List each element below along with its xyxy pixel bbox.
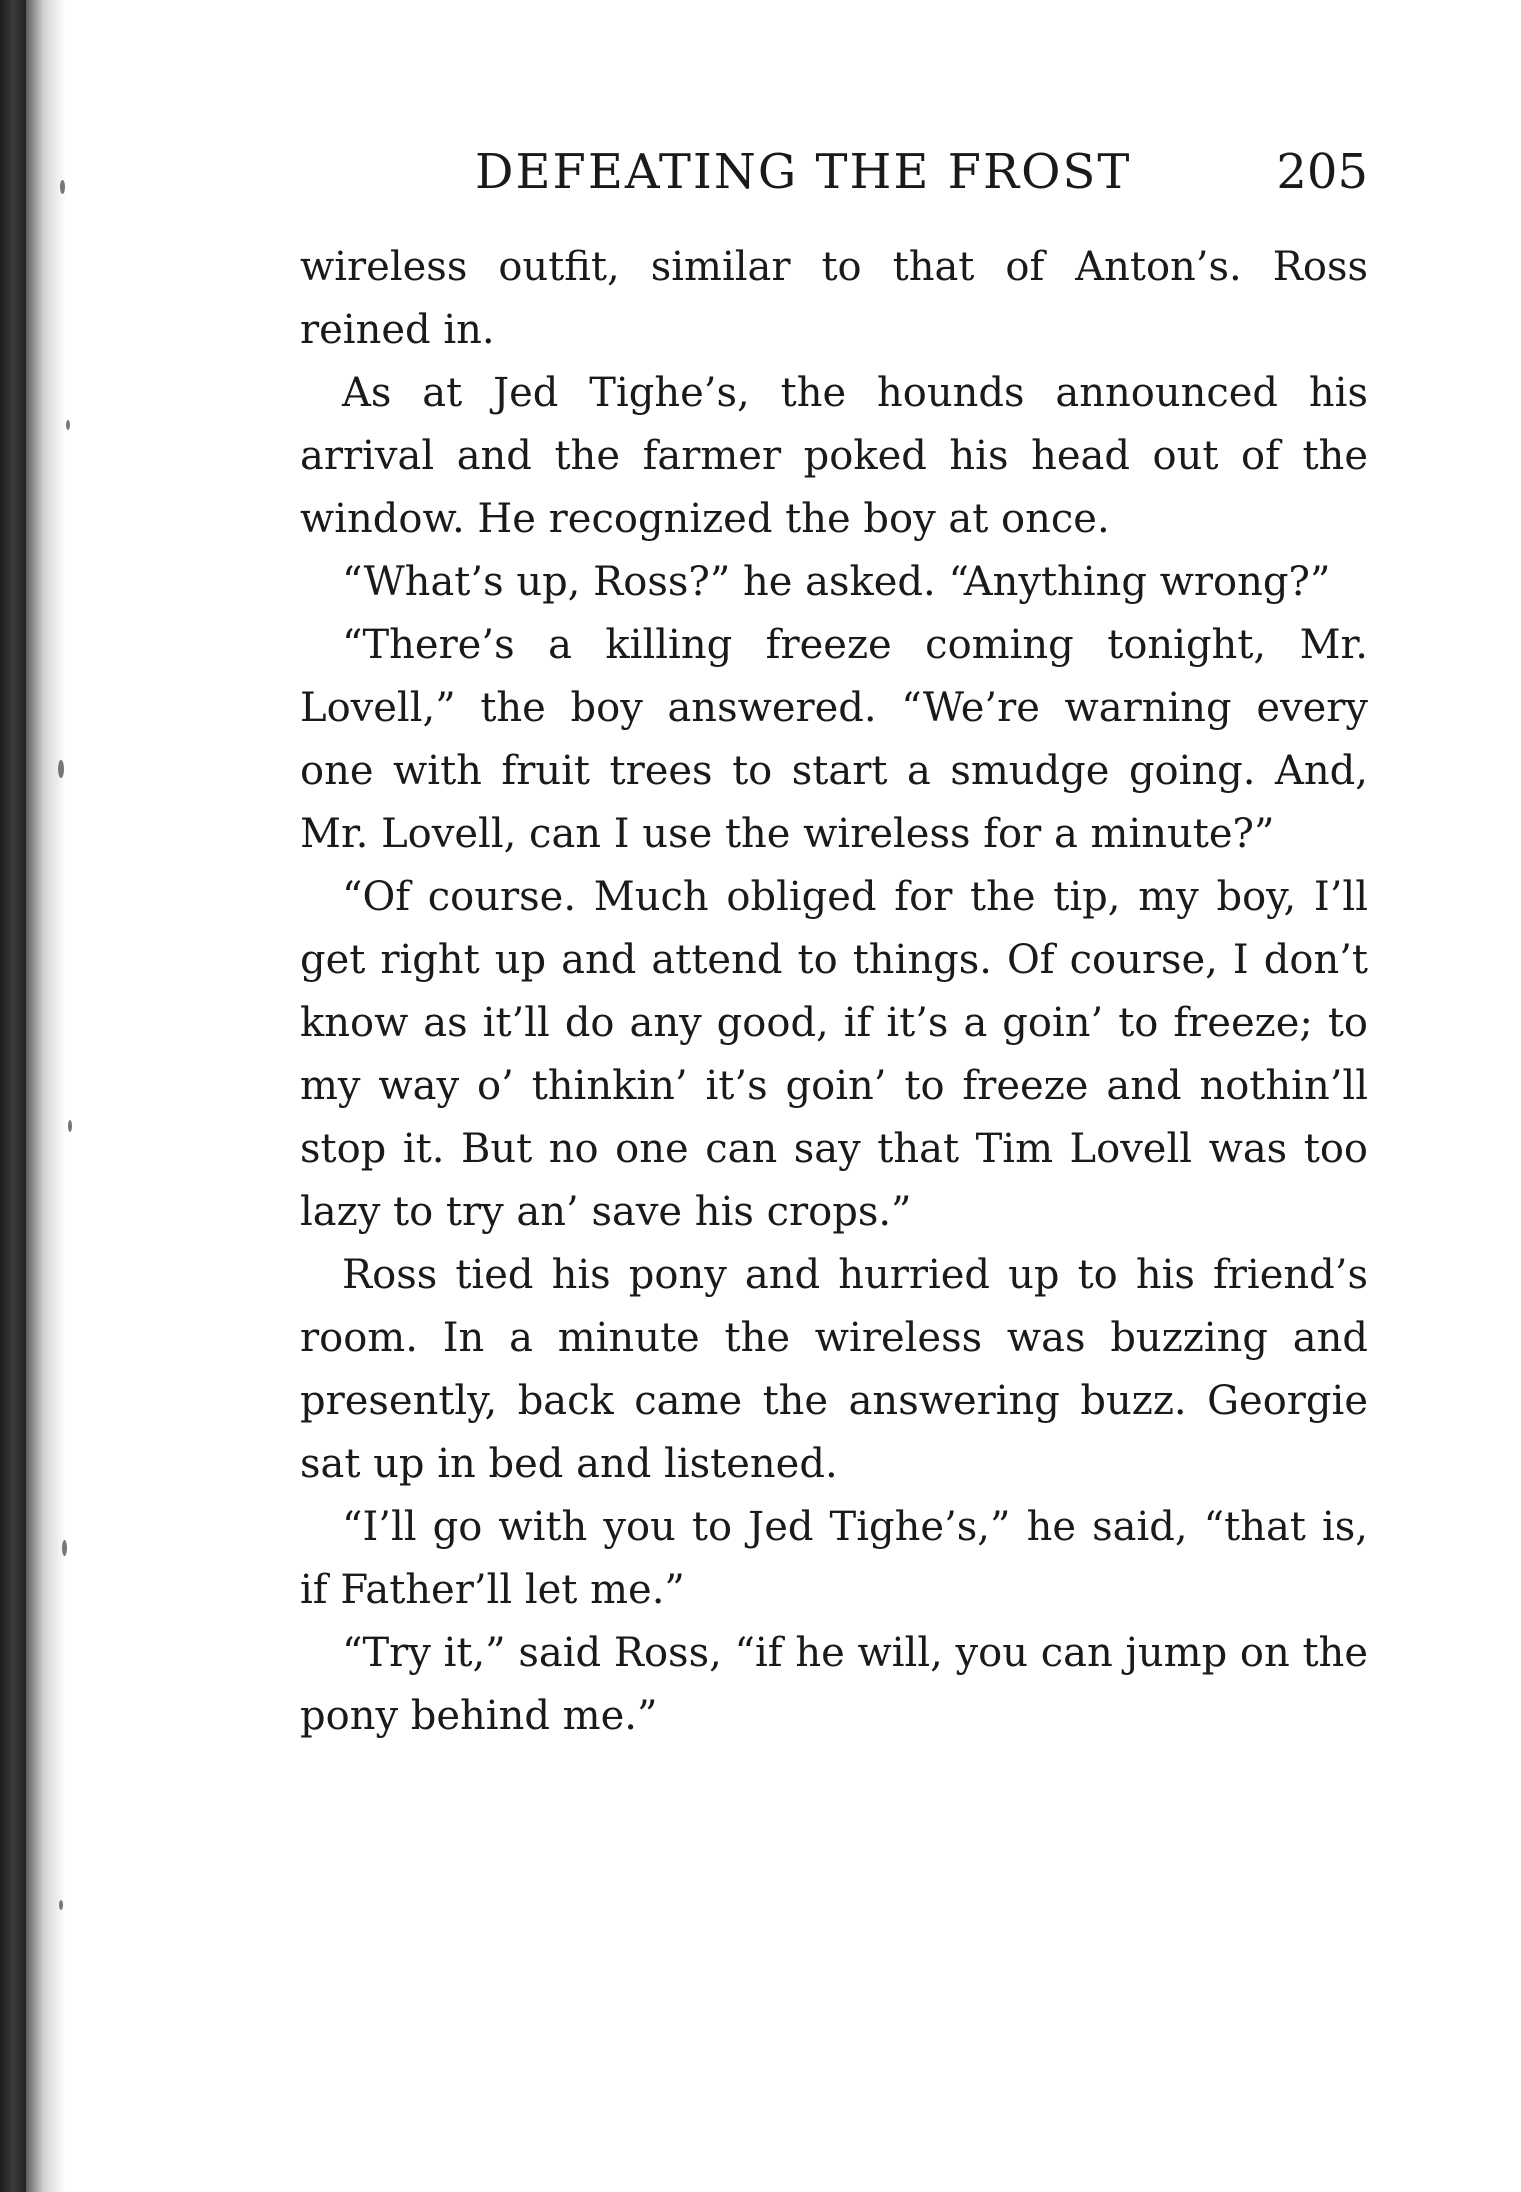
body-text (300, 236, 1368, 1748)
paragraph: “I’ll go with you to Jed Tighe’s,” he said, “that is, if Father’ll let me.” (300, 1504, 1368, 1613)
running-title: DEFEATING THE FROST (475, 144, 1132, 200)
paragraph: As at Jed Tighe’s, the hounds announced his arrival and the farmer poked his head out of the window. He recognized the boy at once. (300, 370, 1368, 542)
page-number: 205 (1276, 144, 1368, 200)
running-head (300, 142, 1368, 202)
paragraph: “Of course. Much obliged for the tip, my boy, I’ll get right up and attend to things. Of course, I don’t know as it’ll do any good, if it’s a goin’ to freeze; to my way o’ thinkin’ it’s goin’ to freeze and nothin’ll stop it. But no one can say that Tim Lovell was too lazy to try an’ save his crops.” (300, 874, 1368, 1235)
scan-fleck (68, 1120, 72, 1132)
scan-fleck (60, 180, 65, 194)
paragraph: wireless outfit, similar to that of Anton’s. Ross reined in. (300, 244, 1368, 353)
binding-flecks (56, 0, 86, 2192)
paragraph: “What’s up, Ross?” he asked. “Anything wrong?” (342, 559, 1331, 605)
scan-fleck (58, 760, 64, 778)
paragraph: “Try it,” said Ross, “if he will, you can jump on the pony behind me.” (300, 1630, 1368, 1739)
paragraph: Ross tied his pony and hurried up to his friend’s room. In a minute the wireless was buzzing and presently, back came the answering buzz. Georgie sat up in bed and listened. (300, 1252, 1368, 1487)
scan-fleck (66, 420, 70, 430)
binding-edge (0, 0, 26, 2192)
scan-fleck (62, 1540, 67, 1556)
paragraph: “There’s a killing freeze coming tonight, Mr. Lovell,” the boy answered. “We’re warning every one with fruit trees to start a smudge going. And, Mr. Lovell, can I use the wireless for a minute?” (300, 622, 1368, 857)
scan-fleck (59, 1900, 63, 1910)
